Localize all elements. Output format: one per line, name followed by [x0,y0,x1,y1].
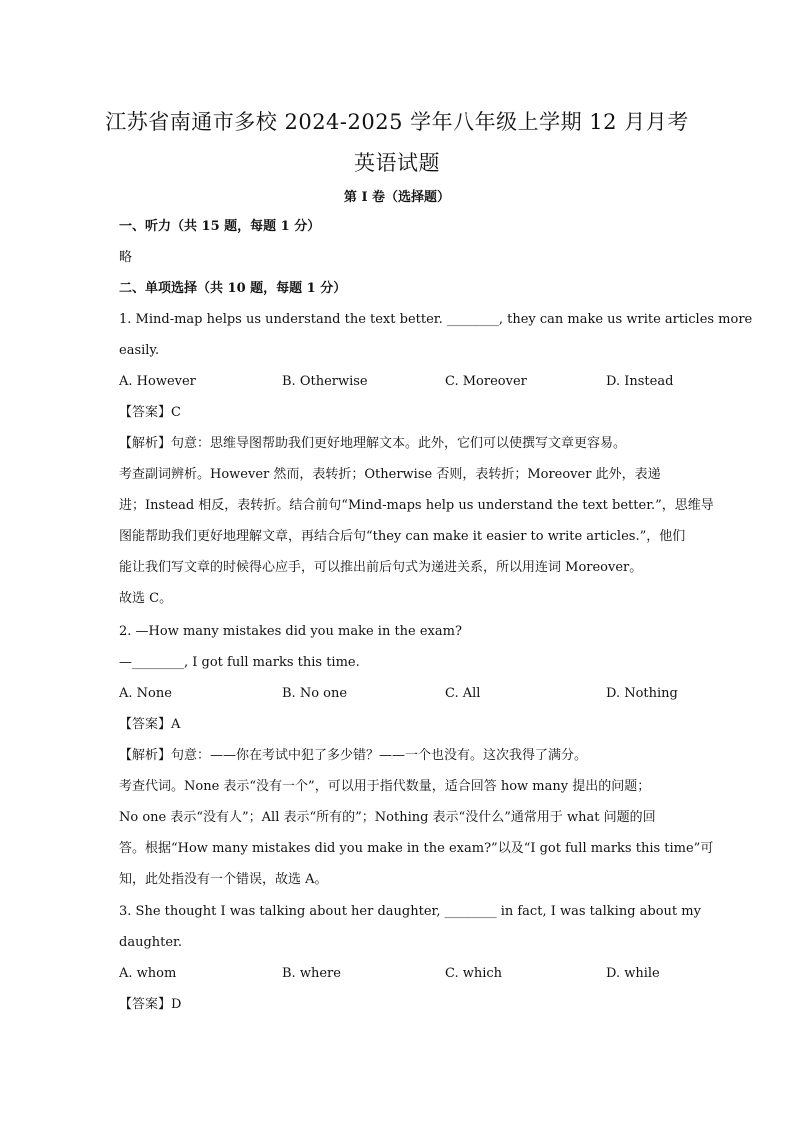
q1-option-b: B. Otherwise [282,374,368,389]
question-1-analysis-line: 【解析】句意：思维导图帮助我们更好地理解文本。此外，它们可以使撰写文章更容易。 [119,436,627,451]
question-1-analysis-line: 图能帮助我们更好地理解文章，再结合后句“they can make it easier to write articles.”，他们 [119,529,686,544]
question-2-options [119,684,679,704]
question-1-analysis-line: 考查副词辨析。However 然而，表转折；Otherwise 否则，表转折；Moreover 此外，表递 [119,467,661,482]
question-2-stem-cont: —________, I got full marks this time. [119,655,360,670]
question-1-stem-cont: easily. [119,343,160,358]
question-1-analysis-line: 能让我们写文章的时候得心应手，可以推出前后句式为递进关系，所以用连词 Moreover。 [119,560,643,575]
q1-option-d: D. Instead [606,374,674,389]
document-subject: 英语试题 [354,151,440,175]
question-1-analysis-line: 进；Instead 相反，表转折。结合前句“Mind-maps help us understand the text better.”，思维导 [119,498,714,513]
question-2-answer: 【答案】A [119,717,181,732]
question-2-analysis-line: No one 表示“没有人”；All 表示“所有的”；Nothing 表示“没什么”通常用于 what 问题的回 [119,810,656,825]
section-heading-listening: 一、听力（共 15 题，每题 1 分） [119,219,321,234]
question-2-stem: 2. —How many mistakes did you make in the exam? [119,624,462,639]
question-2-analysis-line: 考查代词。None 表示“没有一个”，可以用于指代数量，适合回答 how many 提出的问题； [119,779,651,794]
q3-option-a: A. whom [119,966,177,981]
q2-option-c: C. All [445,686,481,701]
question-2-analysis-line: 答。根据“How many mistakes did you make in the exam?”以及“I got full marks this time”可 [119,841,714,856]
listening-note: 略 [119,250,133,265]
paper-part-title: 第 I 卷（选择题） [343,190,451,205]
q3-option-c: C. which [445,966,503,981]
section-heading-choice: 二、单项选择（共 10 题，每题 1 分） [119,281,347,296]
q1-option-c: C. Moreover [445,374,527,389]
q1-option-a: A. However [119,374,196,389]
q2-option-d: D. Nothing [606,686,678,701]
question-3-options [119,964,679,984]
question-3-stem-cont: daughter. [119,935,182,950]
q3-option-b: B. where [282,966,341,981]
question-1-stem: 1. Mind-map helps us understand the text better. ________, they can make us write articles more [119,312,753,327]
document-title: 江苏省南通市多校 2024-2025 学年八年级上学期 12 月月考 [105,110,689,134]
question-2-analysis-line: 【解析】句意：——你在考试中犯了多少错？——一个也没有。这次我得了满分。 [119,748,588,763]
question-2-analysis-line: 知，此处指没有一个错误，故选 A。 [119,872,328,887]
question-3-answer: 【答案】D [119,997,182,1012]
question-1-options [119,372,679,392]
question-1-analysis-line: 故选 C。 [119,591,173,606]
question-3-stem: 3. She thought I was talking about her daughter, ________ in fact, I was talking about my [119,904,701,919]
q2-option-b: B. No one [282,686,348,701]
q3-option-d: D. while [606,966,660,981]
question-1-answer: 【答案】C [119,405,181,420]
q2-option-a: A. None [119,686,172,701]
